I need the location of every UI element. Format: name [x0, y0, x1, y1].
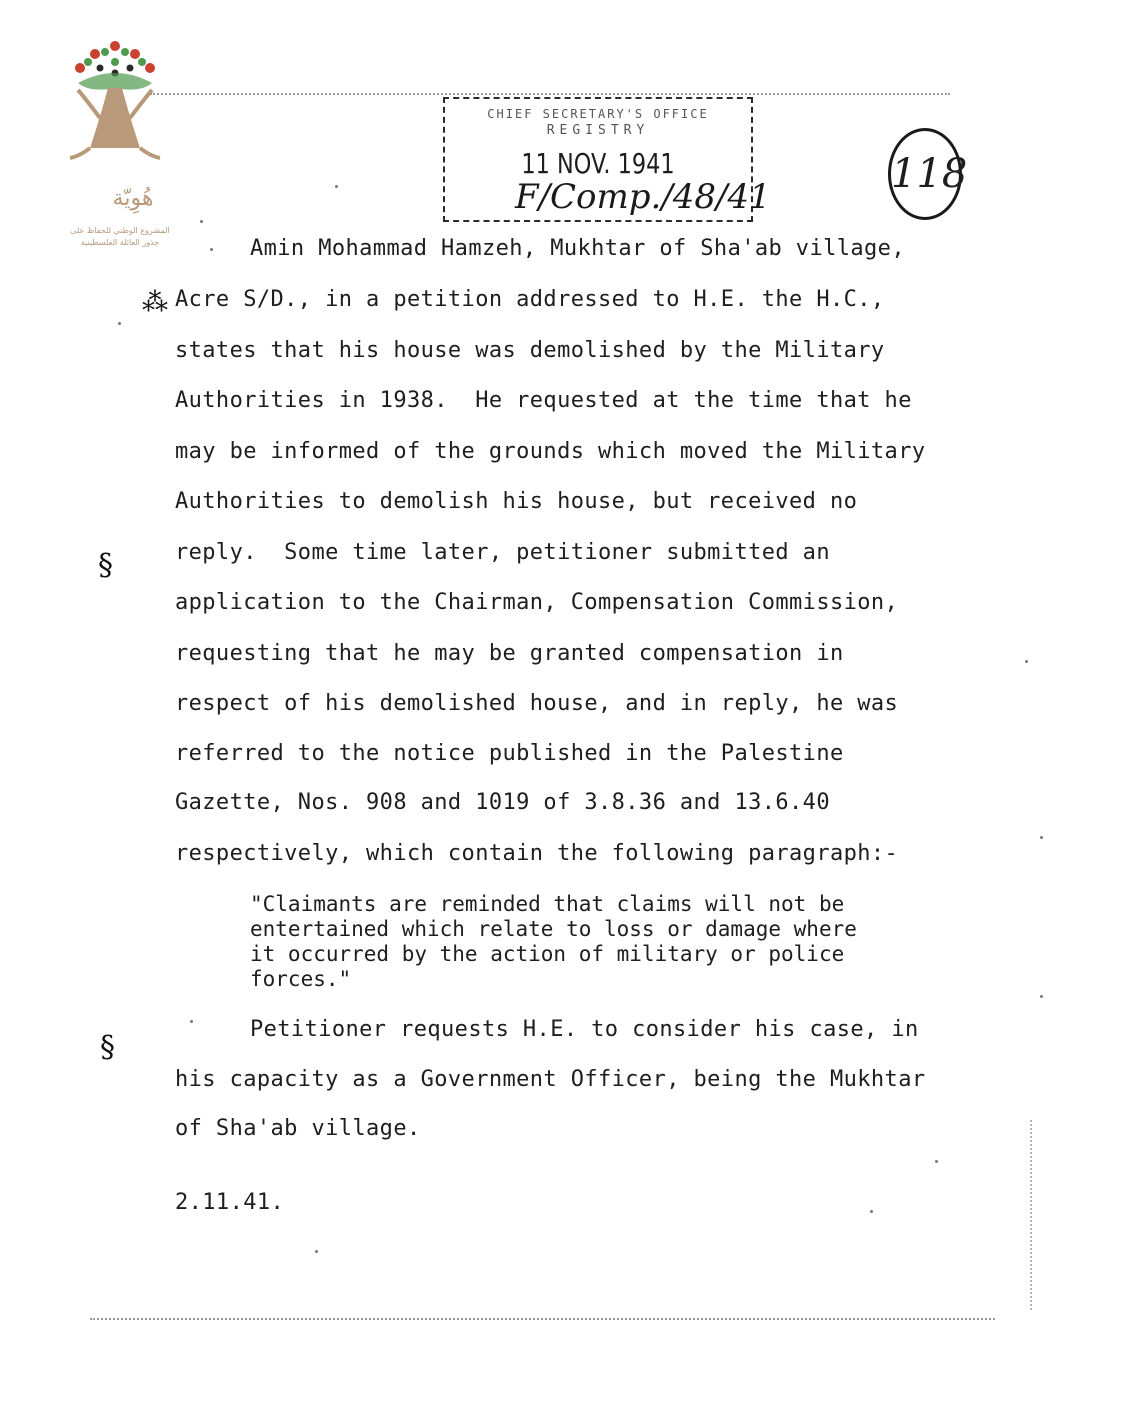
- closing-line-2: his capacity as a Government Officer, being the Mukhtar: [175, 1067, 926, 1092]
- body-line-8: application to the Chairman, Compensation Commission,: [175, 590, 899, 615]
- top-dotted-rule: [150, 93, 950, 95]
- speck: [335, 185, 338, 188]
- speck: [190, 1020, 193, 1023]
- stamp-reference: F/Comp./48/41: [515, 177, 771, 217]
- speck: [1040, 995, 1043, 998]
- quote-line-4: forces.": [250, 967, 352, 991]
- speck: [118, 322, 121, 325]
- body-line-13: respectively, which contain the following paragraph:-: [175, 841, 899, 866]
- body-line-3: states that his house was demolished by the Military: [175, 338, 885, 363]
- closing-line-1: Petitioner requests H.E. to consider his case, in: [250, 1017, 919, 1042]
- folio-number: 118: [888, 128, 962, 220]
- logo-name: هُوِيّة: [112, 186, 154, 211]
- speck: [870, 1210, 873, 1213]
- speck: [315, 1250, 318, 1253]
- body-line-9: requesting that he may be granted compensation in: [175, 641, 844, 666]
- margin-dots: [1030, 1120, 1032, 1310]
- stamp-date: 11 NOV. 1941: [521, 147, 675, 180]
- body-line-11: referred to the notice published in the Palestine: [175, 741, 844, 766]
- speck: [1025, 660, 1028, 663]
- speck: [1040, 836, 1043, 839]
- speck: [200, 220, 203, 223]
- margin-mark-icon: §: [98, 548, 113, 583]
- registry-stamp: [443, 97, 771, 222]
- closing-line-3: of Sha'ab village.: [175, 1116, 421, 1141]
- speck: [935, 1160, 938, 1163]
- quote-line-3: it occurred by the action of military or police: [250, 942, 845, 966]
- stamp-office: CHIEF SECRETARY'S OFFICE: [487, 107, 709, 121]
- quote-line-1: "Claimants are reminded that claims will not be: [250, 892, 845, 916]
- margin-mark-icon: §: [100, 1030, 115, 1065]
- body-line-12: Gazette, Nos. 908 and 1019 of 3.8.36 and 13.6.40: [175, 790, 830, 815]
- body-line-5: may be informed of the grounds which moved the Military: [175, 439, 926, 464]
- document-date: 2.11.41.: [175, 1190, 285, 1215]
- body-line-10: respect of his demolished house, and in reply, he was: [175, 691, 899, 716]
- bottom-dotted-rule: [90, 1318, 995, 1320]
- body-line-2: Acre S/D., in a petition addressed to H.E. the H.C.,: [175, 287, 885, 312]
- hawiya-logo: [60, 38, 170, 247]
- body-line-1: Amin Mohammad Hamzeh, Mukhtar of Sha'ab village,: [250, 236, 905, 261]
- margin-mark-icon: ⁂: [142, 288, 168, 318]
- body-line-6: Authorities to demolish his house, but received no: [175, 489, 858, 514]
- logo-subtitle-1: المشروع الوطني للحفاظ على: [70, 226, 170, 235]
- body-line-7: reply. Some time later, petitioner submitted an: [175, 540, 830, 565]
- tree-people-icon: [60, 38, 170, 183]
- quote-line-2: entertained which relate to loss or damage where: [250, 917, 857, 941]
- speck: [210, 248, 213, 251]
- logo-subtitle-2: جذور العائلة الفلسطينية: [80, 238, 160, 247]
- stamp-registry: REGISTRY: [546, 123, 650, 138]
- body-line-4: Authorities in 1938. He requested at the time that he: [175, 388, 912, 413]
